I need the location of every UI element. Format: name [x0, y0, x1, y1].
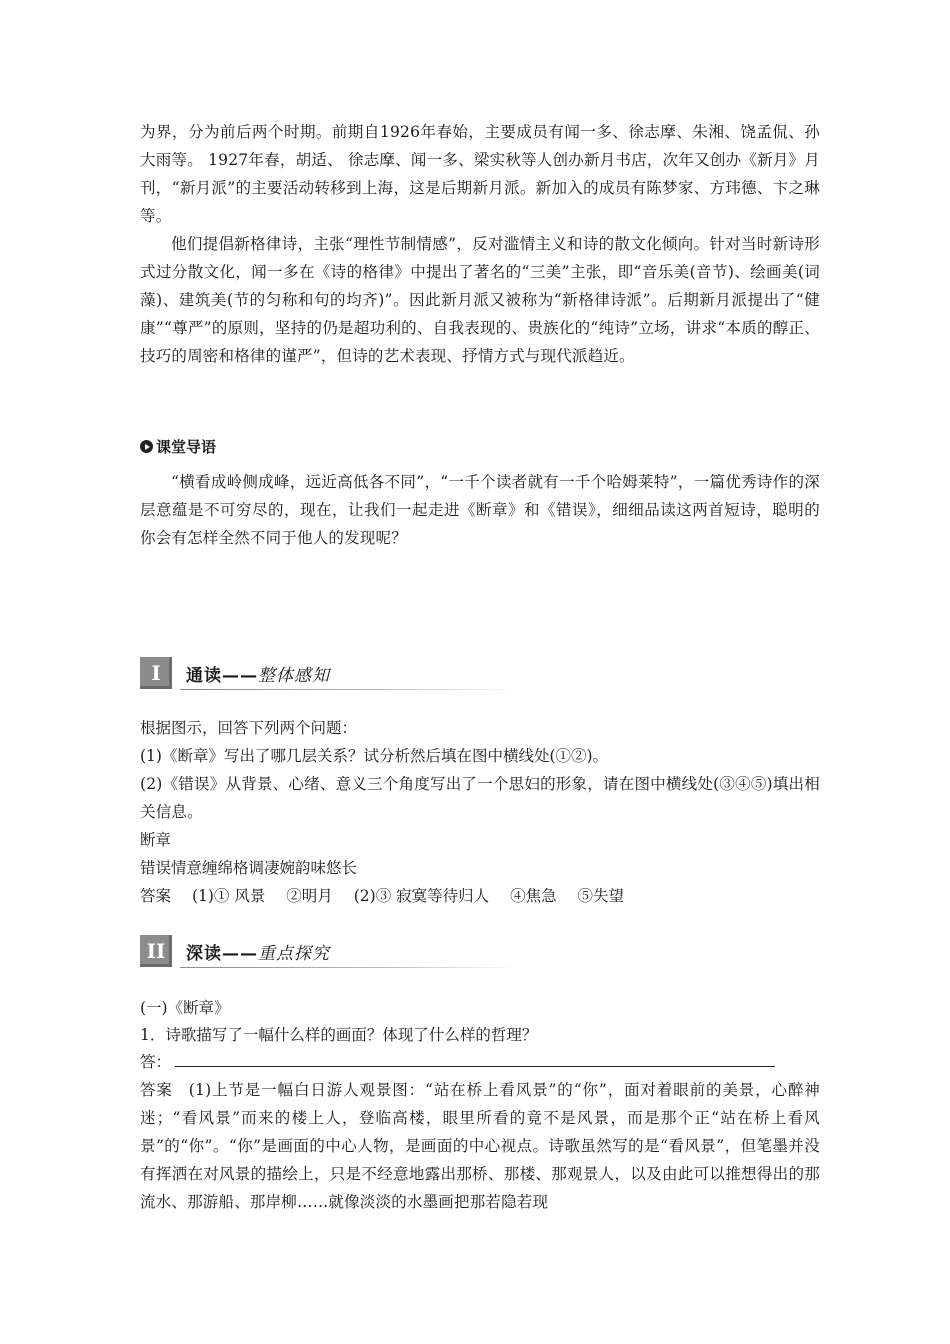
section-1-question-1: (1)《断章》写出了哪几层关系？试分析然后填在图中横线处(①②)。 — [140, 747, 609, 765]
section-2-question-1: 1．诗歌描写了一幅什么样的画面？体现了什么样的哲理？ — [140, 1026, 538, 1044]
section-2-part-heading: (一)《断章》 — [140, 999, 230, 1017]
answer-label: 答案 — [140, 887, 172, 905]
answer-label: 答案 — [140, 1081, 173, 1099]
section-1-question-intro: 根据图示，回答下列两个问题： — [140, 719, 358, 737]
section-2-title: 深读——重点探究 — [186, 943, 330, 964]
figure-label-duanzhang: 断章 — [140, 831, 172, 849]
section-1-answer: 答案 (1)① 风景 ②明月 (2)③ 寂寞等待归人 ④焦急 ⑤失望 — [140, 887, 625, 905]
section-1-title: 通读——整体感知 — [186, 665, 330, 686]
classroom-heading — [140, 436, 216, 457]
section-2-rule — [180, 967, 520, 968]
section-2-answer: 答案 (1)上节是一幅白日游人观景图：“站在桥上看风景”的“你”，面对着眼前的美景，心醉神迷；“看风景”而来的楼上人，登临高楼，眼里所看的竟不是风景，而是那个正“站在桥上看风景”的“你”。“你”是画面的中心人物，是画面的中心视点。诗歌虽然写的是“看风景”，但笔墨并没有挥洒在对风景的描绘上，只是不经意地露出那桥、那楼、那观景人，以及由此可以推想得出的那流水、那游船、那岸柳……就像淡淡的水墨画把那若隐若现 — [140, 1081, 820, 1211]
intro-paragraph-1: 为界，分为前后两个时期。前期自1926年春始，主要成员有闻一多、徐志摩、朱湘、饶孟侃、孙大雨等。 1927年春，胡适、 徐志摩、闻一多、梁实秋等人创办新月书店，次年又创办《新月》月刊，“新月派”的主要活动转移到上海，这是后期新月派。新加入的成员有陈梦家、方玮德、卞之琳等。 — [140, 123, 820, 225]
intro-paragraph-2: 他们提倡新格律诗，主张“理性节制情感”，反对滥情主义和诗的散文化倾向。针对当时新诗形式过分散文化，闻一多在《诗的格律》中提出了著名的“三美”主张，即“音乐美(音节)、绘画美(词藻)、建筑美(节的匀称和句的均齐)”。因此新月派又被称为“新格律诗派”。后期新月派提出了“健康”“尊严”的原则，坚持的仍是超功利的、自我表现的、贵族化的“纯诗”立场，讲求“本质的醇正、技巧的周密和格律的谨严”，但诗的艺术表现、抒情方式与现代派趋近。 — [140, 235, 820, 365]
section-1-header — [140, 656, 520, 690]
figure-label-cuowu: 错误情意缠绵格调凄婉韵味悠长 — [140, 859, 358, 877]
answer-blank-line[interactable]: 答： — [140, 1048, 775, 1076]
section-1-rule — [180, 689, 520, 690]
play-icon — [140, 440, 153, 453]
section-1-numeral: I — [140, 657, 172, 689]
section-2-numeral: II — [140, 935, 172, 967]
section-1-question-2: (2)《错误》从背景、心绪、意义三个角度写出了一个思妇的形象，请在图中横线处(③④⑤)填出相关信息。 — [140, 775, 820, 821]
section-2-header — [140, 934, 520, 968]
classroom-paragraph: “横看成岭侧成峰，远近高低各不同”，“一千个读者就有一千个哈姆莱特”，一篇优秀诗作的深层意蕴是不可穷尽的，现在，让我们一起走进《断章》和《错误》，细细品读这两首短诗，聪明的你会有怎样全然不同于他人的发现呢？ — [140, 473, 820, 547]
classroom-heading-label: 课堂导语 — [156, 438, 217, 456]
